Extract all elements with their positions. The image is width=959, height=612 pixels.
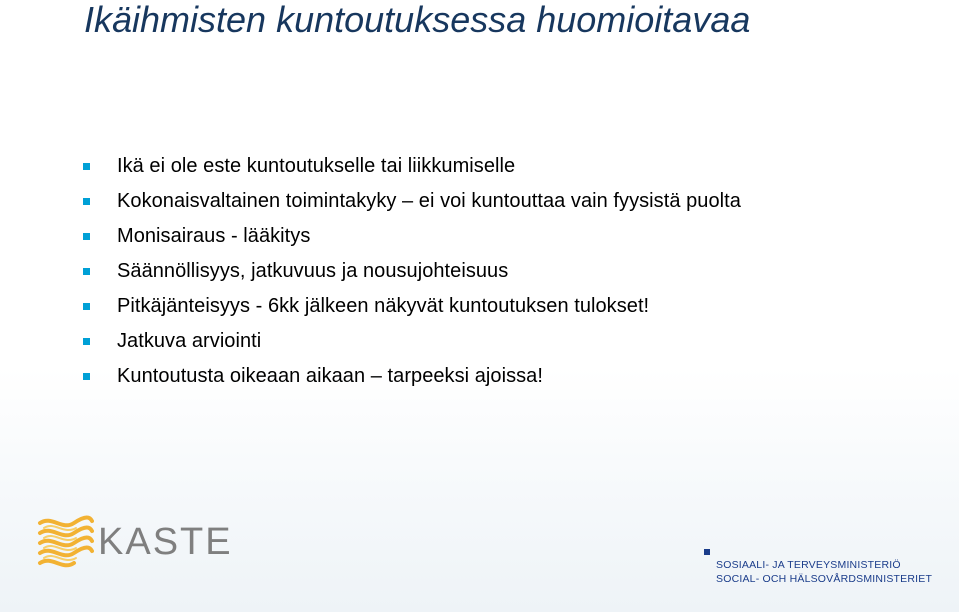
list-item (83, 184, 741, 219)
ministry-name-finnish: SOSIAALI- JA TERVEYSMINISTERIÖ (716, 559, 901, 571)
bullet-text: Monisairaus - lääkitys (117, 225, 311, 247)
list-item (83, 324, 741, 359)
bullet-text: Pitkäjänteisyys - 6kk jälkeen näkyvät kuntoutuksen tulokset! (117, 295, 650, 317)
list-item (83, 149, 741, 184)
list-item (83, 289, 741, 324)
square-bullet-icon (83, 268, 90, 275)
bullet-text: Kuntoutusta oikeaan aikaan – tarpeeksi ajoissa! (117, 365, 543, 387)
ministry-name-swedish: SOCIAL- OCH HÄLSOVÅRDSMINISTERIET (716, 573, 933, 585)
kaste-wordmark: KASTE (98, 521, 233, 563)
kaste-logo (36, 513, 233, 571)
square-bullet-icon (83, 303, 90, 310)
kaste-wave-icon (36, 513, 94, 571)
list-item (83, 359, 741, 394)
bullet-list (83, 149, 741, 394)
list-item (83, 219, 741, 254)
bullet-text: Jatkuva arviointi (117, 330, 262, 352)
square-bullet-icon (83, 338, 90, 345)
list-item (83, 254, 741, 289)
square-bullet-icon (83, 233, 90, 240)
bullet-text: Ikä ei ole este kuntoutukselle tai liikkumiselle (117, 155, 516, 177)
bullet-text: Kokonaisvaltainen toimintakyky – ei voi kuntouttaa vain fyysistä puolta (117, 190, 741, 212)
bullet-text: Säännöllisyys, jatkuvuus ja nousujohteisuus (117, 260, 509, 282)
slide-title: Ikäihmisten kuntoutuksessa huomioitavaa (84, 0, 751, 40)
square-bullet-icon (83, 198, 90, 205)
ministry-logo (704, 549, 954, 586)
square-bullet-icon (83, 163, 90, 170)
ministry-square-icon (704, 549, 710, 555)
square-bullet-icon (83, 373, 90, 380)
